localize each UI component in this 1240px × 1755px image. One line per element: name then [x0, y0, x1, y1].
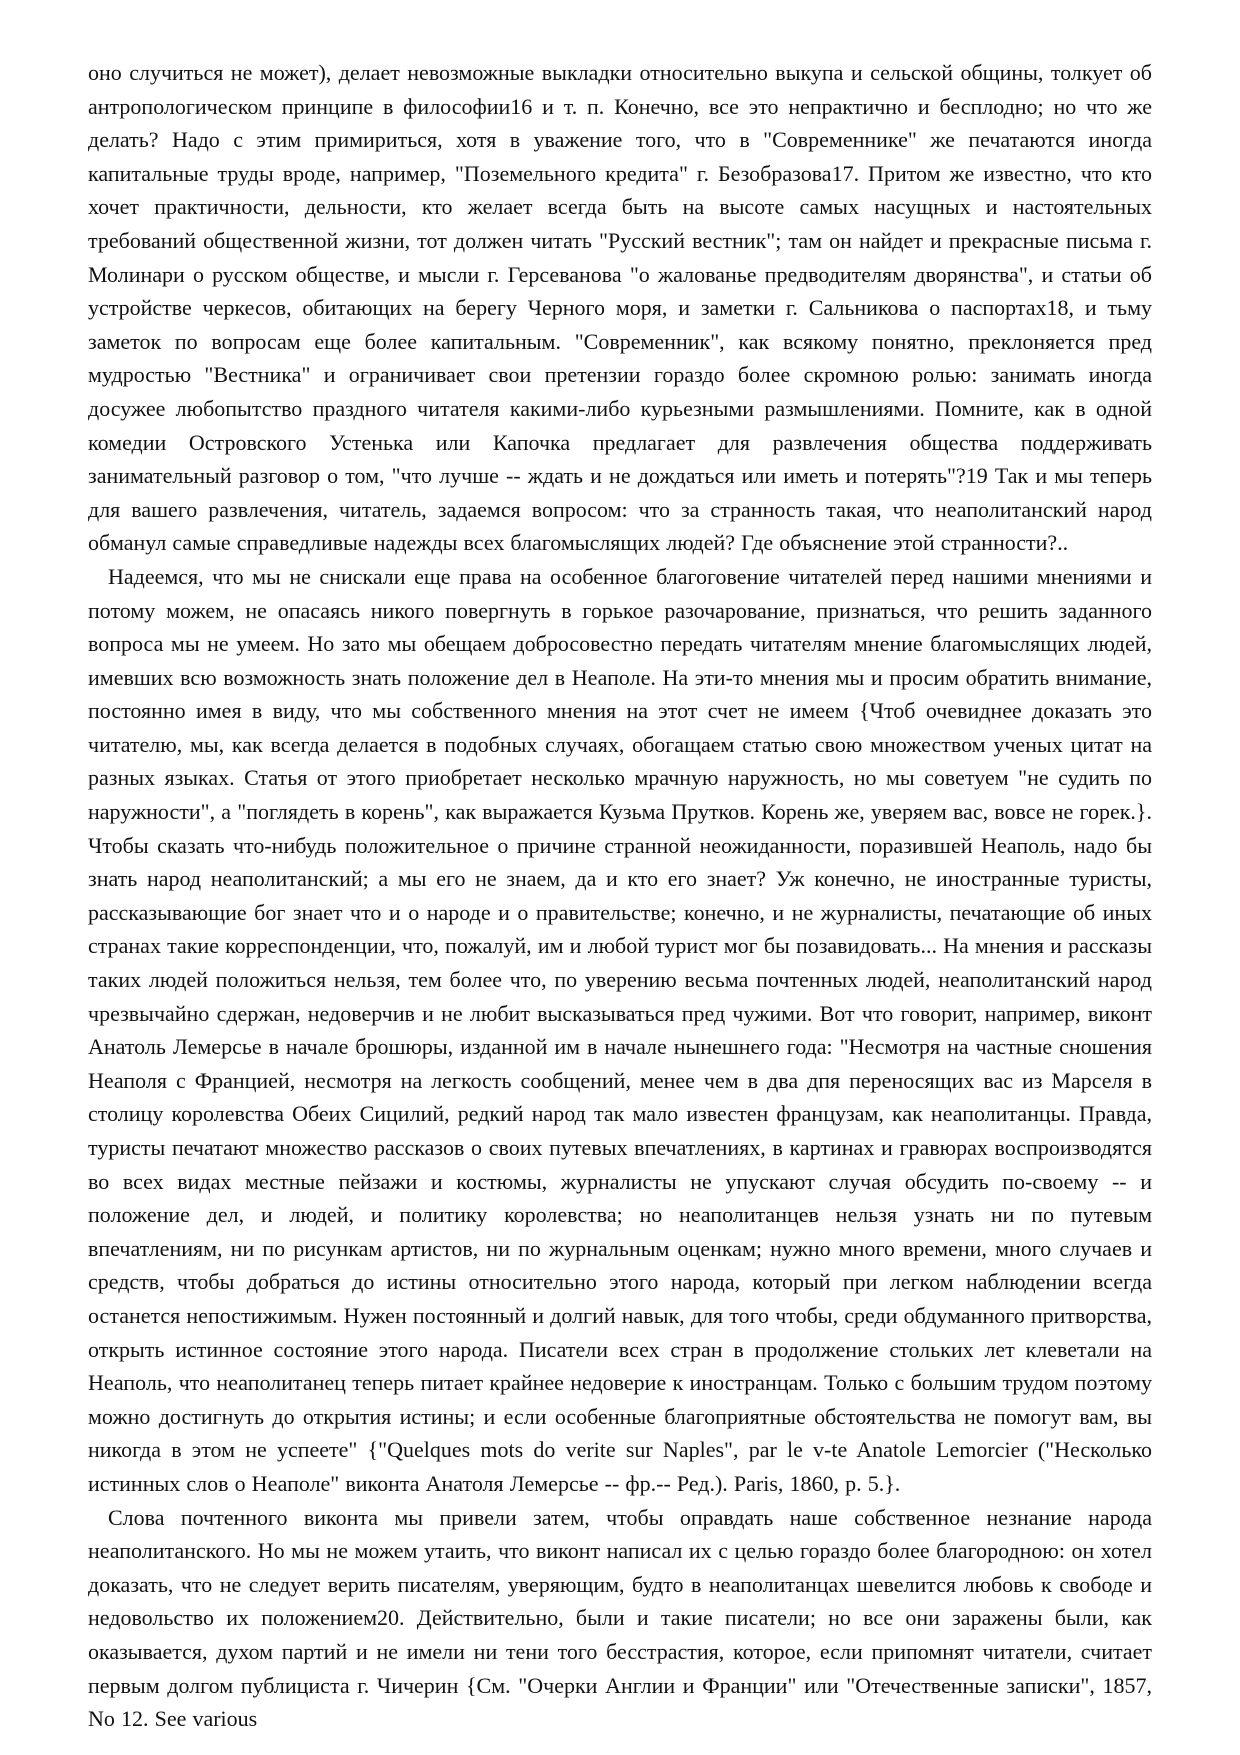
document-body — [88, 56, 1152, 1736]
paragraph-3: Слова почтенного виконта мы привели затем, чтобы оправдать наше собственное незнание народа неаполитанского. Но мы не можем утаить, что виконт написал их с целью гораздо более благородною: он хотел доказать, что не следует верить писателям, уверяющим, будто в неаполитанцах шевелится любовь к свободе и недовольство их положением20. Действительно, были и такие писатели; но все они заражены были, как оказывается, духом партий и не имели ни тени того бесстрастия, которое, если припомнят читатели, считает первым долгом публициста г. Чичерин {См. "Очерки Англии и Франции" или "Отечественные записки", 1857, No 12. See various — [88, 1504, 1152, 1732]
paragraph-1: оно случиться не может), делает невозможные выкладки относительно выкупа и сельской общины, толкует об антропологическом принципе в философии16 и т. п. Конечно, все это непрактично и бесплодно; но что же делать? Надо с этим примириться, хотя в уважение того, что в "Современнике" же печатаются иногда капитальные труды вроде, например, "Поземельного кредита" г. Безобразова17. Притом же известно, что кто хочет практичности, дельности, кто желает всегда быть на высоте самых насущных и настоятельных требований общественной жизни, тот должен читать "Русский вестник"; там он найдет и прекрасные письма г. Молинари о русском обществе, и мысли г. Герсеванова "о жалованье предводителям дворянства", и статьи об устройстве черкесов, обитающих на берегу Черного моря, и заметки г. Сальникова о паспортах18, и тьму заметок по вопросам еще более капитальным. "Современник", как всякому понятно, преклоняется пред мудростью "Вестника" и ограничивает свои претензии гораздо более скромною ролью: занимать иногда досужее любопытство праздного читателя какими-либо курьезными размышлениями. Помните, как в одной комедии Островского Устенька или Капочка предлагает для развлечения общества поддерживать занимательный разговор о том, "что лучше -- ждать и не дождаться или иметь и потерять"?19 Так и мы теперь для вашего развлечения, читатель, задаемся вопросом: что за странность такая, что неаполитанский народ обманул самые справедливые надежды всех благомыслящих людей? Где объяснение этой странности?.. — [88, 60, 1152, 556]
paragraph-2: Надеемся, что мы не снискали еще права на особенное благоговение читателей перед нашими мнениями и потому можем, не опасаясь никого повергнуть в горькое разочарование, признаться, что решить заданного вопроса мы не умеем. Но зато мы обещаем добросовестно передать читателям мнение благомыслящих людей, имевших всю возможность знать положение дел в Неаполе. На эти-то мнения мы и просим обратить внимание, постоянно имея в виду, что мы собственного мнения на этот счет не имеем {Чтоб очевиднее доказать это читателю, мы, как всегда делается в подобных случаях, обогащаем статью свою множеством ученых цитат на разных языках. Статья от этого приобретает несколько мрачную наружность, но мы советуем "не судить по наружности", а "поглядеть в корень", как выражается Кузьма Прутков. Корень же, уверяем вас, вовсе не горек.}. Чтобы сказать что-нибудь положительное о причине странной неожиданности, поразившей Неаполь, надо бы знать народ неаполитанский; а мы его не знаем, да и кто его знает? Уж конечно, не иностранные туристы, рассказывающие бог знает что и о народе и о правительстве; конечно, и не журналисты, печатающие об иных странах такие корреспонденции, что, пожалуй, им и любой турист мог бы позавидовать... На мнения и рассказы таких людей положиться нельзя, тем более что, по уверению весьма почтенных людей, неаполитанский народ чрезвычайно сдержан, недоверчив и не любит высказываться пред чужими. Вот что говорит, например, виконт Анатоль Лемерсье в начале брошюры, изданной им в начале нынешнего года: "Несмотря на частные сношения Неаполя с Францией, несмотря на легкость сообщений, менее чем в два дпя переносящих вас из Марселя в столицу королевства Обеих Сицилий, редкий народ так мало известен французам, как неаполитанцы. Правда, туристы печатают множество рассказов о своих путевых впечатлениях, в картинах и гравюрах воспроизводятся во всех видах местные пейзажи и костюмы, журналисты не упускают случая обсудить по-своему -- и положение дел, и людей, и политику королевства; но неаполитанцев нельзя узнать ни по путевым впечатлениям, ни по рисункам артистов, ни по журнальным оценкам; нужно много времени, много случаев и средств, чтобы добраться до истины относительно этого народа, который при легком наблюдении всегда останется непостижимым. Нужен постоянный и долгий навык, для того чтобы, среди обдуманного притворства, открыть истинное состояние этого народа. Писатели всех стран в продолжение стольких лет клеветали на Неаполь, что неаполитанец теперь питает крайнее недоверие к иностранцам. Только с большим трудом поэтому можно достигнуть до открытия истины; и если особенные благоприятные обстоятельства не помогут вам, вы никогда в этом не успеете" {"Quelques mots do verite sur Naples", par le v-te Anatole Lemorcier ("Несколько истинных слов о Неаполе" виконта Анатоля Лемерсье -- фр.-- Ред.). Paris, 1860, p. 5.}. — [88, 563, 1152, 1496]
